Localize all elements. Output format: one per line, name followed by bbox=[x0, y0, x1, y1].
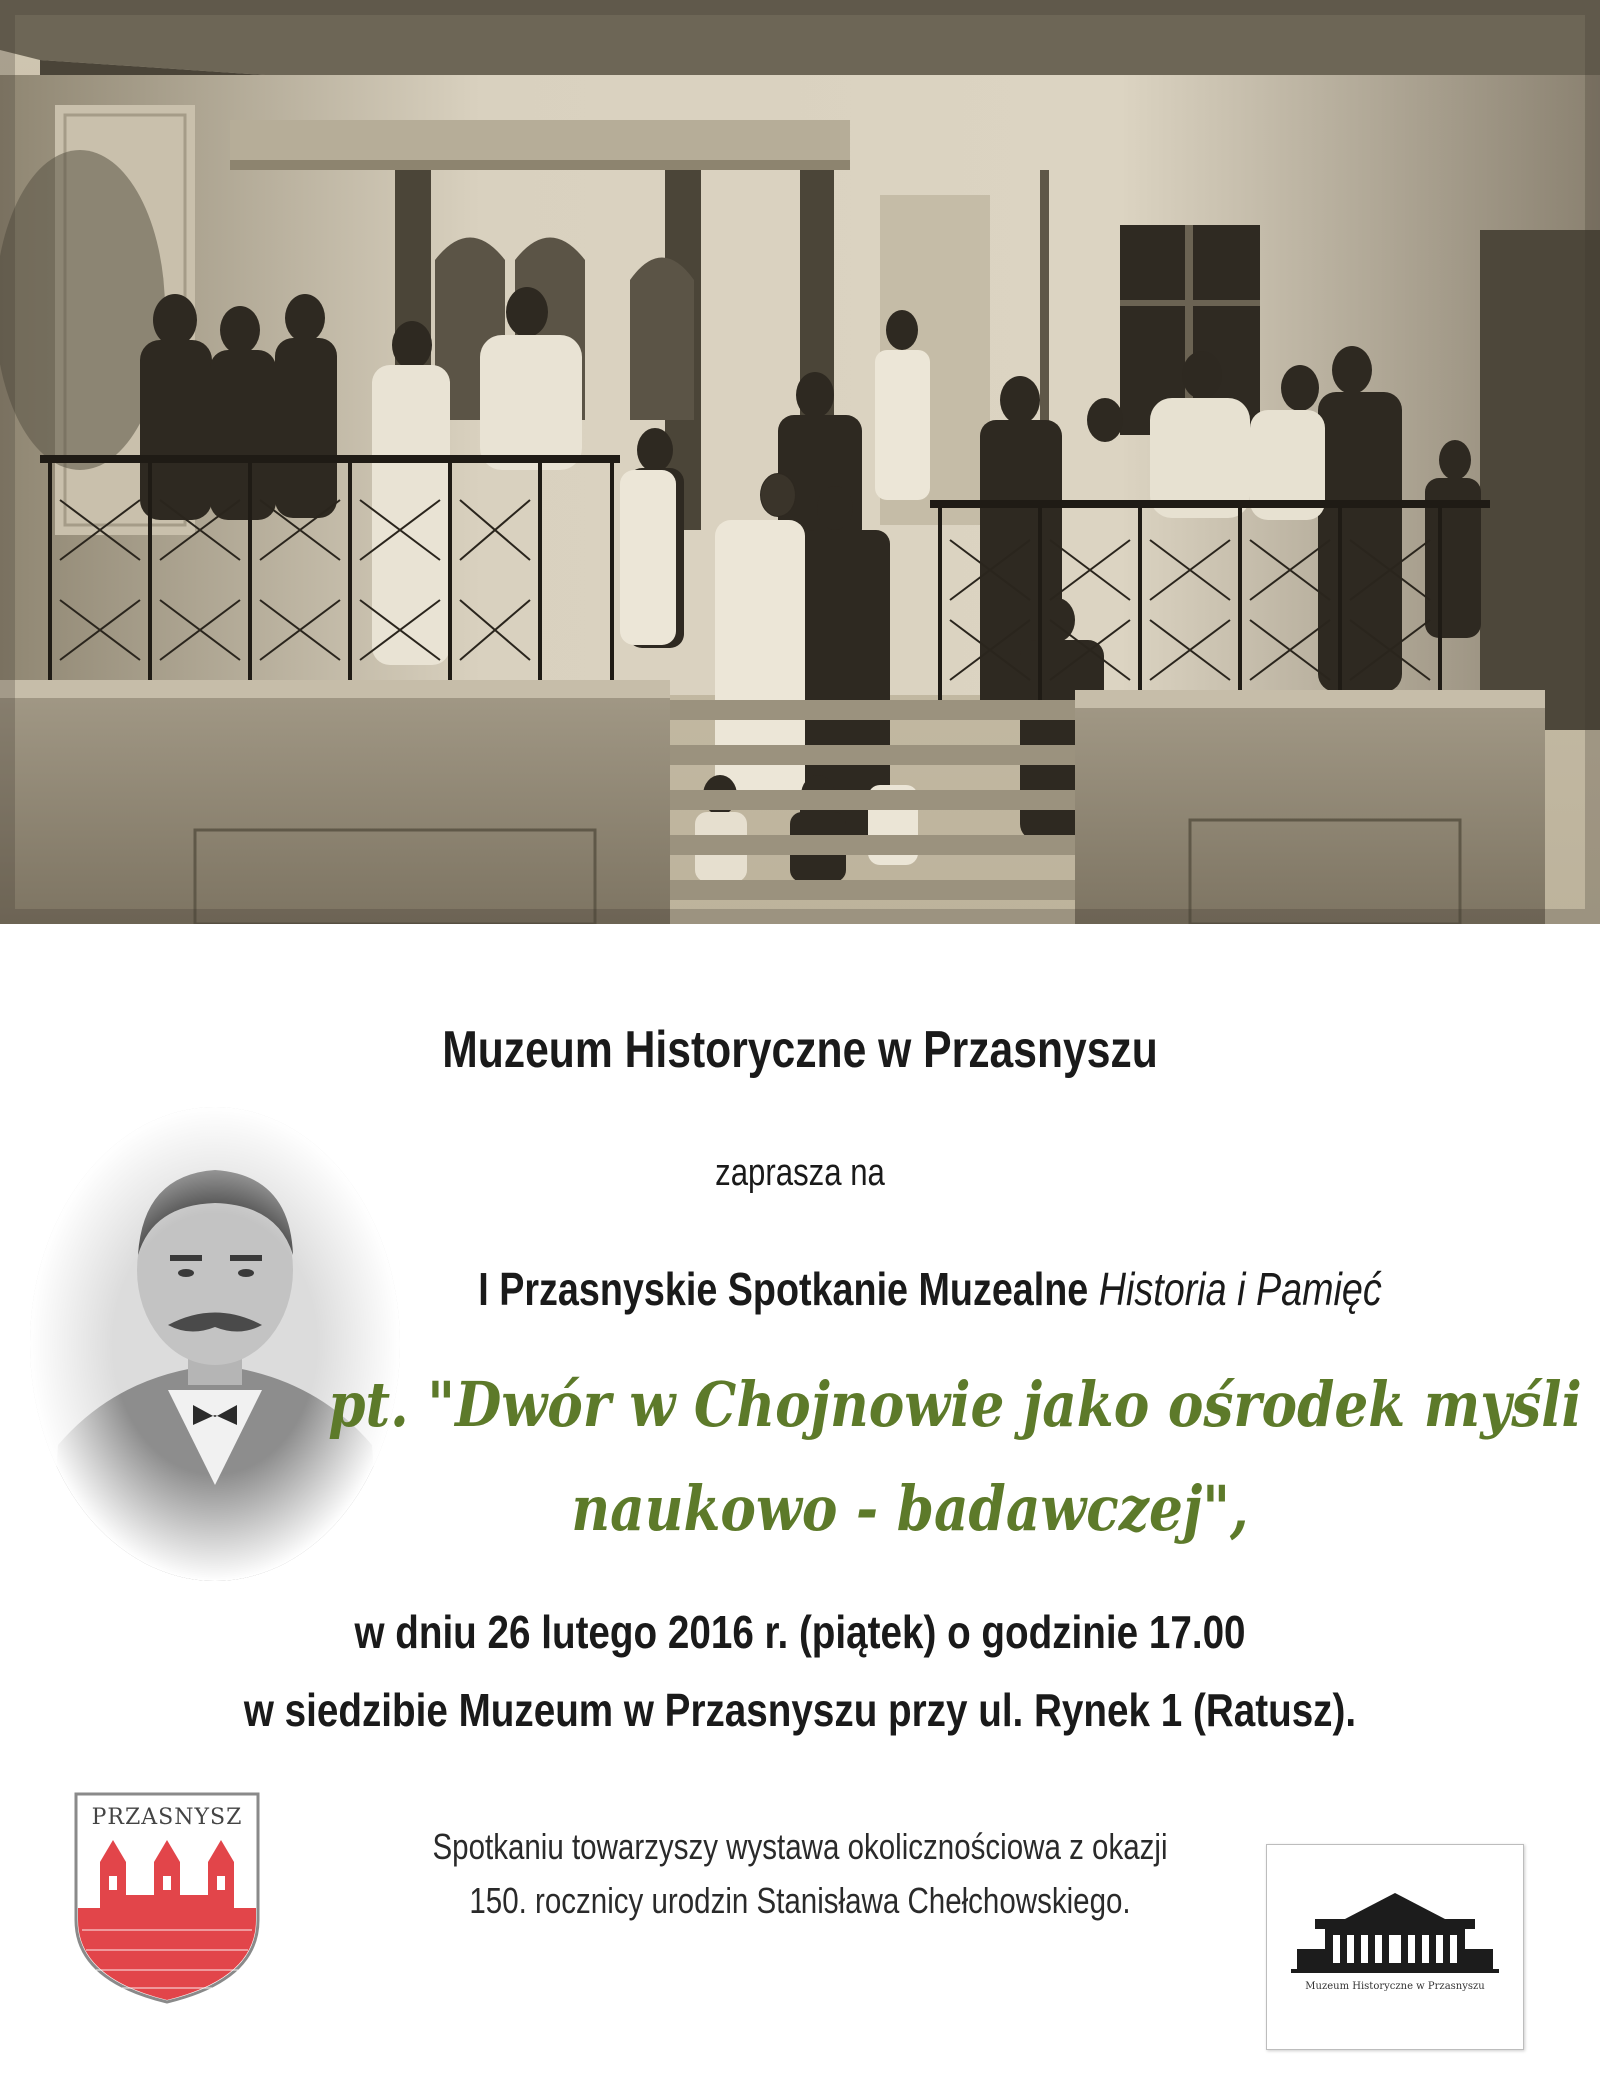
museum-name-heading: Muzeum Historyczne w Przasnyszu bbox=[442, 1021, 1158, 1079]
event-name bbox=[274, 1262, 1586, 1316]
lecture-title-line-2: naukowo - badawczej", bbox=[571, 1472, 1249, 1545]
event-name-bold: I Przasnyskie Spotkanie Muzealne bbox=[478, 1263, 1089, 1315]
exhibition-note-line-1: Spotkaniu towarzyszy wystawa okolicznościowa z okazji bbox=[432, 1826, 1168, 1867]
przasnysz-coat-of-arms bbox=[72, 1790, 262, 2005]
place-line: w siedzibie Muzeum w Przasnyszu przy ul. Rynek 1 (Ratusz). bbox=[243, 1684, 1357, 1736]
crest-label: PRZASNYSZ bbox=[91, 1805, 243, 1830]
museum-building-icon bbox=[1267, 1845, 1523, 1975]
invite-text: zaprasza na bbox=[715, 1152, 885, 1194]
exhibition-note bbox=[144, 1820, 1456, 1928]
exhibition-note-line-2: 150. rocznicy urodzin Stanisława Chełchowskiego. bbox=[469, 1880, 1131, 1921]
historic-photo-manor-porch bbox=[0, 0, 1600, 924]
event-name-italic: Historia i Pamięć bbox=[1098, 1263, 1382, 1315]
date-line: w dniu 26 lutego 2016 r. (piątek) o godzinie 17.00 bbox=[354, 1606, 1246, 1658]
logo-caption: Muzeum Historyczne w Przasnyszu bbox=[1305, 1981, 1485, 1992]
lecture-title-line-1: pt. "Dwór w Chojnowie jako ośrodek myśli bbox=[328, 1368, 1582, 1441]
museum-logo bbox=[1266, 1844, 1524, 2050]
